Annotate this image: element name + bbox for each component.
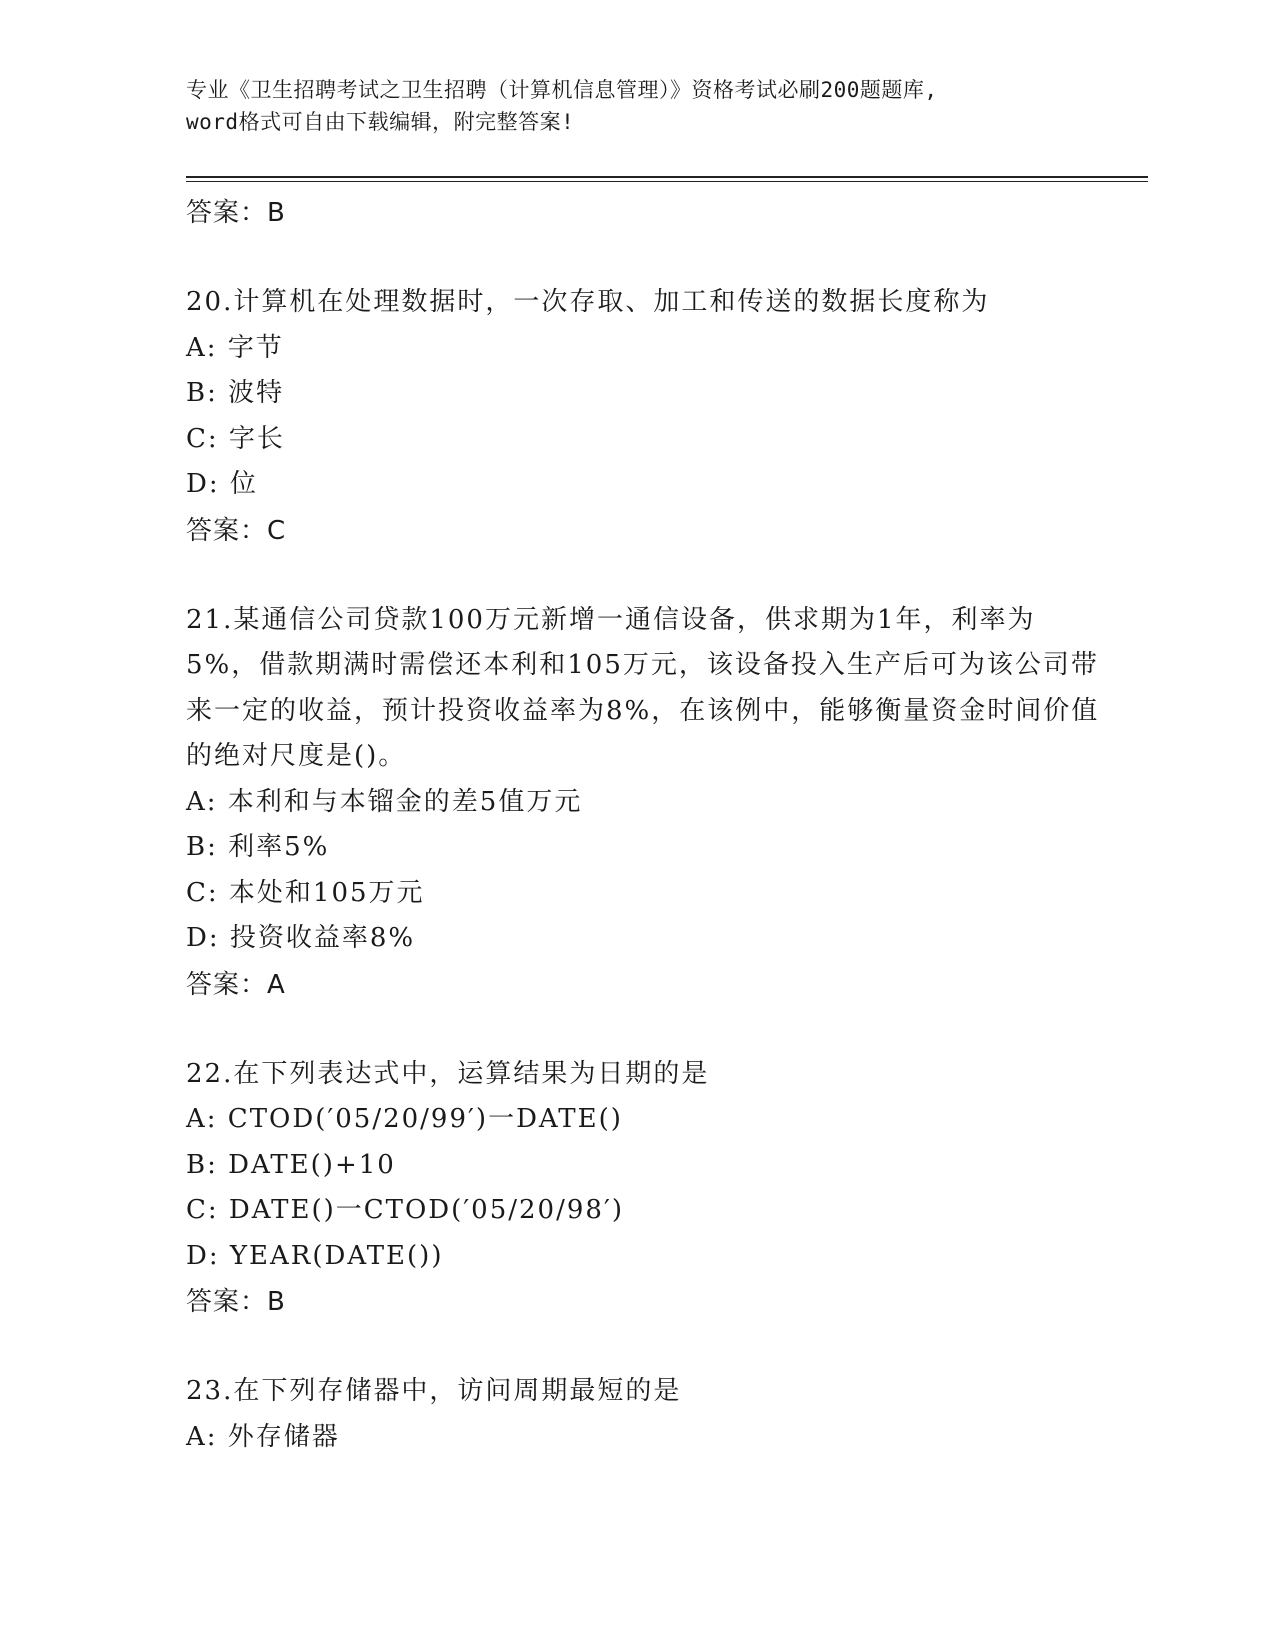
- option-d: D: 位: [186, 469, 258, 499]
- question-21: [186, 598, 1106, 1008]
- spacer: [186, 1008, 1106, 1052]
- option-d: D: YEAR(DATE()): [186, 1240, 444, 1271]
- question-22: [186, 1052, 1106, 1326]
- option-a: A: CTOD(′05/20/99′)一DATE(): [186, 1104, 623, 1134]
- spacer: [186, 236, 1106, 280]
- header-divider-thick: [186, 176, 1148, 178]
- answer-line: 答案：A: [186, 969, 286, 1000]
- option-a: A: 字节: [186, 332, 284, 363]
- answer-line: 答案：B: [186, 198, 286, 228]
- spacer: [186, 1325, 1106, 1369]
- option-b: B: 利率5%: [186, 832, 330, 862]
- question-23: [186, 1369, 1106, 1460]
- question-20: [186, 280, 1106, 554]
- question-stem: 23.在下列存储器中，访问周期最短的是: [186, 1376, 682, 1406]
- option-c: C: DATE()一CTOD(′05/20/98′): [186, 1195, 624, 1225]
- option-c: C: 本处和105万元: [186, 877, 425, 908]
- option-a: A: 外存储器: [186, 1421, 340, 1452]
- option-c: C: 字长: [186, 423, 285, 454]
- spacer: [186, 554, 1106, 598]
- header-divider-thin: [186, 181, 1148, 182]
- question-stem: 21.某通信公司贷款100万元新增一通信设备，供求期为1年，利率为5%，借款期满时需偿还本利和105万元，该设备投入生产后可为该公司带来一定的收益，预计投资收益率为8%，在该例中，能够衡量资金时间价值的绝对尺度是()。: [186, 604, 1100, 771]
- answer-line: 答案：C: [186, 515, 287, 546]
- option-b: B: DATE()+10: [186, 1149, 396, 1180]
- option-a: A: 本利和与本镏金的差5值万元: [186, 786, 583, 817]
- option-d: D: 投资收益率8%: [186, 923, 416, 953]
- option-b: B: 波特: [186, 378, 285, 408]
- header-line-1: 专业《卫生招聘考试之卫生招聘（计算机信息管理）》资格考试必刷200题题库,: [186, 78, 938, 102]
- question-stem: 22.在下列表达式中，运算结果为日期的是: [186, 1058, 710, 1089]
- answer-line: 答案：B: [186, 1287, 286, 1317]
- header-line-2: word格式可自由下载编辑，附完整答案!: [186, 110, 575, 134]
- document-header: [186, 74, 1086, 138]
- question-list: [186, 190, 1106, 1460]
- question-stem: 20.计算机在处理数据时，一次存取、加工和传送的数据长度称为: [186, 287, 990, 317]
